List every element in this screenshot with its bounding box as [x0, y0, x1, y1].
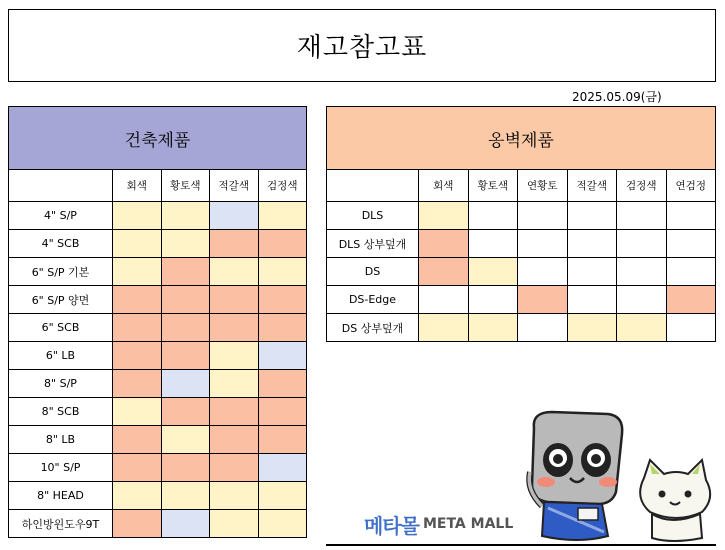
date-label: 2025.05.09(금): [572, 90, 662, 104]
wall-stock-cell: [419, 230, 469, 258]
building-stock-cell: [113, 342, 162, 370]
building-stock-cell: [113, 286, 162, 314]
corner-cell: [327, 170, 419, 202]
building-column-header: 검정색: [258, 170, 307, 202]
building-row: [9, 314, 307, 342]
building-stock-cell: [210, 510, 259, 538]
building-stock-cell: [113, 370, 162, 398]
retaining-wall-header: 옹벽제품: [327, 107, 716, 170]
wall-row-label: DS-Edge: [327, 286, 419, 314]
building-column-header: 회색: [113, 170, 162, 202]
building-row: [9, 230, 307, 258]
building-row-label: 8" HEAD: [9, 482, 113, 510]
building-stock-cell: [113, 398, 162, 426]
wall-stock-cell: [518, 286, 568, 314]
mascot-illustration: [512, 408, 724, 544]
building-stock-cell: [210, 202, 259, 230]
building-row: [9, 286, 307, 314]
building-stock-cell: [161, 286, 210, 314]
building-products-header: 건축제품: [9, 107, 307, 170]
building-stock-cell: [258, 482, 307, 510]
building-row-label: 4" SCB: [9, 230, 113, 258]
building-stock-cell: [161, 342, 210, 370]
wall-stock-cell: [419, 258, 469, 286]
building-stock-cell: [258, 426, 307, 454]
building-row-label: 6" SCB: [9, 314, 113, 342]
building-stock-cell: [113, 426, 162, 454]
building-row: [9, 482, 307, 510]
wall-row: [327, 258, 716, 286]
building-stock-cell: [161, 454, 210, 482]
building-stock-cell: [210, 258, 259, 286]
wall-row-label: DLS: [327, 202, 419, 230]
building-row-label: 10" S/P: [9, 454, 113, 482]
building-stock-cell: [210, 370, 259, 398]
wall-stock-cell: [567, 258, 617, 286]
building-stock-cell: [161, 314, 210, 342]
page-title: 재고참고표: [296, 33, 428, 63]
wall-stock-cell: [419, 202, 469, 230]
building-stock-cell: [113, 482, 162, 510]
wall-stock-cell: [617, 286, 667, 314]
wall-stock-cell: [567, 286, 617, 314]
wall-stock-cell: [666, 286, 716, 314]
building-row: [9, 342, 307, 370]
building-column-header: 적갈색: [210, 170, 259, 202]
wall-stock-cell: [518, 314, 568, 342]
building-row: [9, 398, 307, 426]
building-stock-cell: [258, 258, 307, 286]
wall-row-label: DS: [327, 258, 419, 286]
building-stock-cell: [161, 482, 210, 510]
wall-stock-cell: [468, 286, 518, 314]
building-row: [9, 202, 307, 230]
wall-stock-cell: [419, 286, 469, 314]
building-stock-cell: [113, 258, 162, 286]
building-stock-cell: [210, 454, 259, 482]
building-row-label: 8" S/P: [9, 370, 113, 398]
wall-row: [327, 230, 716, 258]
building-row: [9, 510, 307, 538]
divider-line: [326, 544, 716, 546]
wall-column-header: 검정색: [617, 170, 667, 202]
building-stock-cell: [210, 230, 259, 258]
building-stock-cell: [161, 426, 210, 454]
wall-stock-cell: [567, 314, 617, 342]
wall-stock-cell: [617, 314, 667, 342]
building-stock-cell: [161, 258, 210, 286]
building-stock-cell: [258, 370, 307, 398]
building-stock-cell: [113, 230, 162, 258]
building-row-label: 6" LB: [9, 342, 113, 370]
building-row-label: 8" SCB: [9, 398, 113, 426]
wall-stock-cell: [518, 230, 568, 258]
wall-column-header: 회색: [419, 170, 469, 202]
wall-stock-cell: [518, 258, 568, 286]
wall-row: [327, 286, 716, 314]
building-stock-cell: [258, 342, 307, 370]
building-stock-cell: [258, 286, 307, 314]
building-stock-cell: [113, 202, 162, 230]
wall-stock-cell: [666, 258, 716, 286]
wall-row-label: DS 상부덮개: [327, 314, 419, 342]
building-stock-cell: [161, 230, 210, 258]
meta-mall-logo: [364, 510, 513, 538]
wall-column-header: 연황토: [518, 170, 568, 202]
wall-stock-cell: [617, 258, 667, 286]
building-row-label: 8" LB: [9, 426, 113, 454]
building-stock-cell: [161, 510, 210, 538]
wall-stock-cell: [468, 230, 518, 258]
building-stock-cell: [113, 314, 162, 342]
building-column-header: 황토색: [161, 170, 210, 202]
building-stock-cell: [258, 398, 307, 426]
wall-column-header: 연검정: [666, 170, 716, 202]
building-stock-cell: [113, 454, 162, 482]
wall-row: [327, 202, 716, 230]
wall-stock-cell: [617, 230, 667, 258]
wall-stock-cell: [617, 202, 667, 230]
building-stock-cell: [113, 510, 162, 538]
building-stock-cell: [161, 202, 210, 230]
title-box: [8, 9, 716, 82]
wall-stock-cell: [666, 314, 716, 342]
building-stock-cell: [210, 314, 259, 342]
building-stock-cell: [161, 398, 210, 426]
building-row-label: 6" S/P 기본: [9, 258, 113, 286]
wall-stock-cell: [567, 202, 617, 230]
building-stock-cell: [258, 230, 307, 258]
building-row: [9, 370, 307, 398]
wall-stock-cell: [468, 202, 518, 230]
wall-stock-cell: [666, 230, 716, 258]
building-row: [9, 454, 307, 482]
building-stock-cell: [258, 314, 307, 342]
wall-row: [327, 314, 716, 342]
wall-row-label: DLS 상부덮개: [327, 230, 419, 258]
building-stock-cell: [258, 202, 307, 230]
building-stock-cell: [258, 454, 307, 482]
building-stock-cell: [210, 426, 259, 454]
corner-cell: [9, 170, 113, 202]
building-stock-cell: [210, 398, 259, 426]
wall-column-header: 적갈색: [567, 170, 617, 202]
building-row-label: 6" S/P 양면: [9, 286, 113, 314]
building-stock-cell: [210, 482, 259, 510]
wall-stock-cell: [567, 230, 617, 258]
wall-stock-cell: [666, 202, 716, 230]
building-stock-cell: [210, 286, 259, 314]
building-row: [9, 426, 307, 454]
building-row-label: 하인방윈도우9T: [9, 510, 113, 538]
logo-english: META MALL: [422, 516, 514, 532]
wall-stock-cell: [419, 314, 469, 342]
building-stock-cell: [258, 510, 307, 538]
retaining-wall-table: [326, 106, 716, 342]
building-row-label: 4" S/P: [9, 202, 113, 230]
wall-stock-cell: [468, 258, 518, 286]
logo-korean: 메타몰: [364, 513, 419, 538]
building-row: [9, 258, 307, 286]
building-stock-cell: [210, 342, 259, 370]
wall-stock-cell: [518, 202, 568, 230]
wall-stock-cell: [468, 314, 518, 342]
building-stock-cell: [161, 370, 210, 398]
building-products-table: [8, 106, 307, 538]
wall-column-header: 황토색: [468, 170, 518, 202]
